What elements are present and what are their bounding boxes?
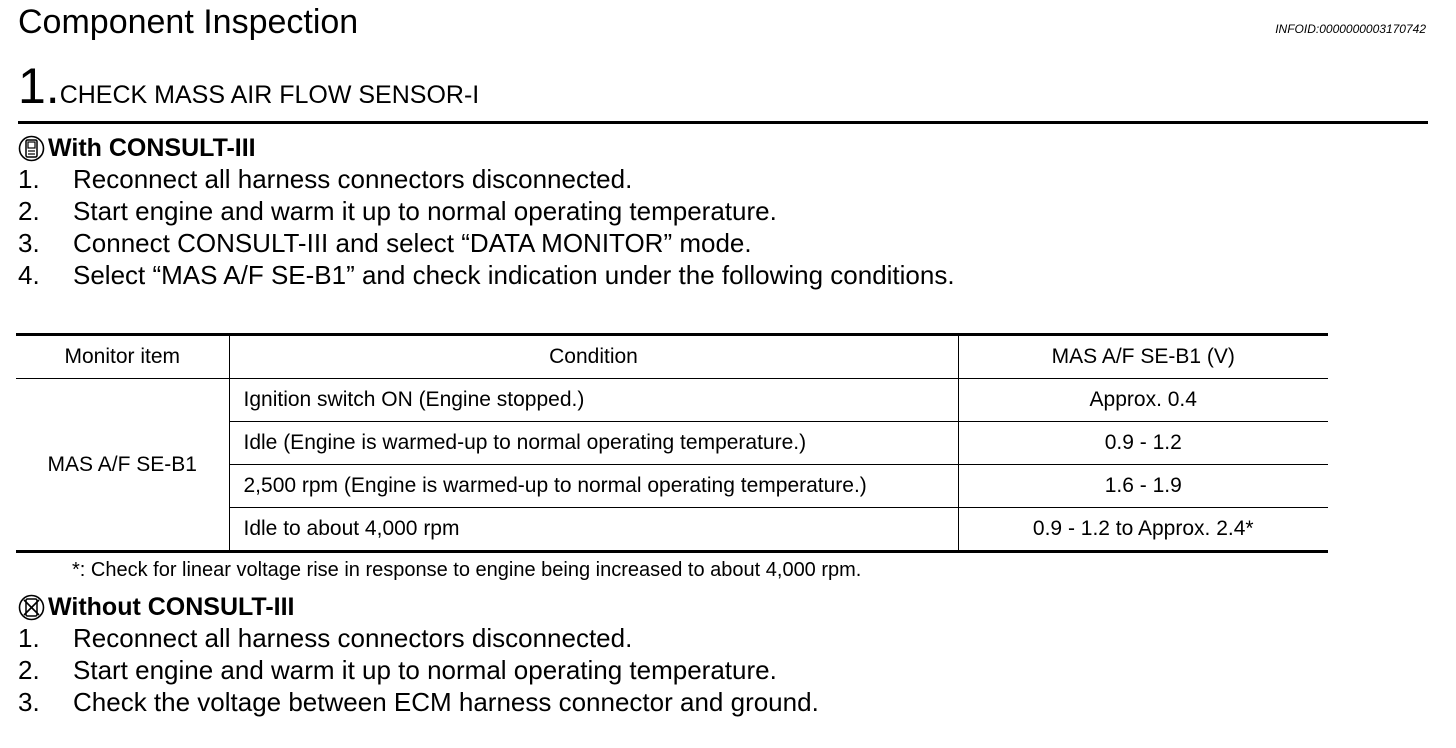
list-item	[18, 259, 955, 291]
column-header: MAS A/F SE-B1 (V)	[958, 335, 1328, 379]
section-divider	[18, 121, 1428, 124]
condition-cell: Idle to about 4,000 rpm	[229, 508, 958, 552]
step-item-text: Reconnect all harness connectors disconnected.	[73, 164, 633, 194]
step-item-number: 3.	[18, 228, 40, 258]
step-heading	[18, 60, 479, 112]
page-title: Component Inspection	[18, 3, 359, 41]
step-item-text: Start engine and warm it up to normal operating temperature.	[73, 655, 777, 685]
step-item-text: Start engine and warm it up to normal operating temperature.	[73, 196, 777, 226]
step-item-number: 2.	[18, 196, 40, 226]
with-consult-steps	[18, 163, 955, 291]
list-item	[18, 227, 955, 259]
without-consult-label: Without CONSULT-III	[48, 593, 295, 621]
list-item	[18, 686, 819, 718]
value-cell: 0.9 - 1.2	[958, 422, 1328, 465]
condition-cell: Ignition switch ON (Engine stopped.)	[229, 379, 958, 422]
table-row	[16, 379, 1328, 422]
consult-icon	[18, 135, 45, 162]
step-item-text: Select “MAS A/F SE-B1” and check indication under the following conditions.	[73, 260, 955, 290]
list-item	[18, 195, 955, 227]
list-item	[18, 163, 955, 195]
with-consult-label: With CONSULT-III	[48, 134, 256, 162]
list-item	[18, 622, 819, 654]
no-consult-icon	[18, 594, 45, 621]
monitor-item-cell: MAS A/F SE-B1	[16, 379, 229, 552]
column-header: Condition	[229, 335, 958, 379]
table-footnote: *: Check for linear voltage rise in response to engine being increased to about 4,000 rpm.	[72, 559, 862, 581]
info-id: INFOID:0000000003170742	[1275, 22, 1426, 36]
step-item-text: Reconnect all harness connectors disconnected.	[73, 623, 633, 653]
step-item-number: 1.	[18, 164, 40, 194]
step-number: 1.	[18, 58, 60, 114]
value-cell: 0.9 - 1.2 to Approx. 2.4*	[958, 508, 1328, 552]
value-cell: Approx. 0.4	[958, 379, 1328, 422]
table-header-row	[16, 335, 1328, 379]
step-item-text: Check the voltage between ECM harness connector and ground.	[73, 687, 819, 717]
condition-cell: Idle (Engine is warmed-up to normal operating temperature.)	[229, 422, 958, 465]
value-cell: 1.6 - 1.9	[958, 465, 1328, 508]
without-consult-heading	[18, 592, 294, 622]
condition-cell: 2,500 rpm (Engine is warmed-up to normal operating temperature.)	[229, 465, 958, 508]
step-item-number: 3.	[18, 687, 40, 717]
column-header: Monitor item	[16, 335, 229, 379]
step-title: CHECK MASS AIR FLOW SENSOR-I	[59, 81, 480, 109]
step-item-number: 4.	[18, 260, 40, 290]
step-item-number: 2.	[18, 655, 40, 685]
spec-table	[16, 333, 1328, 553]
without-consult-steps	[18, 622, 819, 718]
step-item-text: Connect CONSULT-III and select “DATA MONITOR” mode.	[73, 228, 752, 258]
with-consult-heading	[18, 133, 256, 163]
list-item	[18, 654, 819, 686]
step-item-number: 1.	[18, 623, 40, 653]
